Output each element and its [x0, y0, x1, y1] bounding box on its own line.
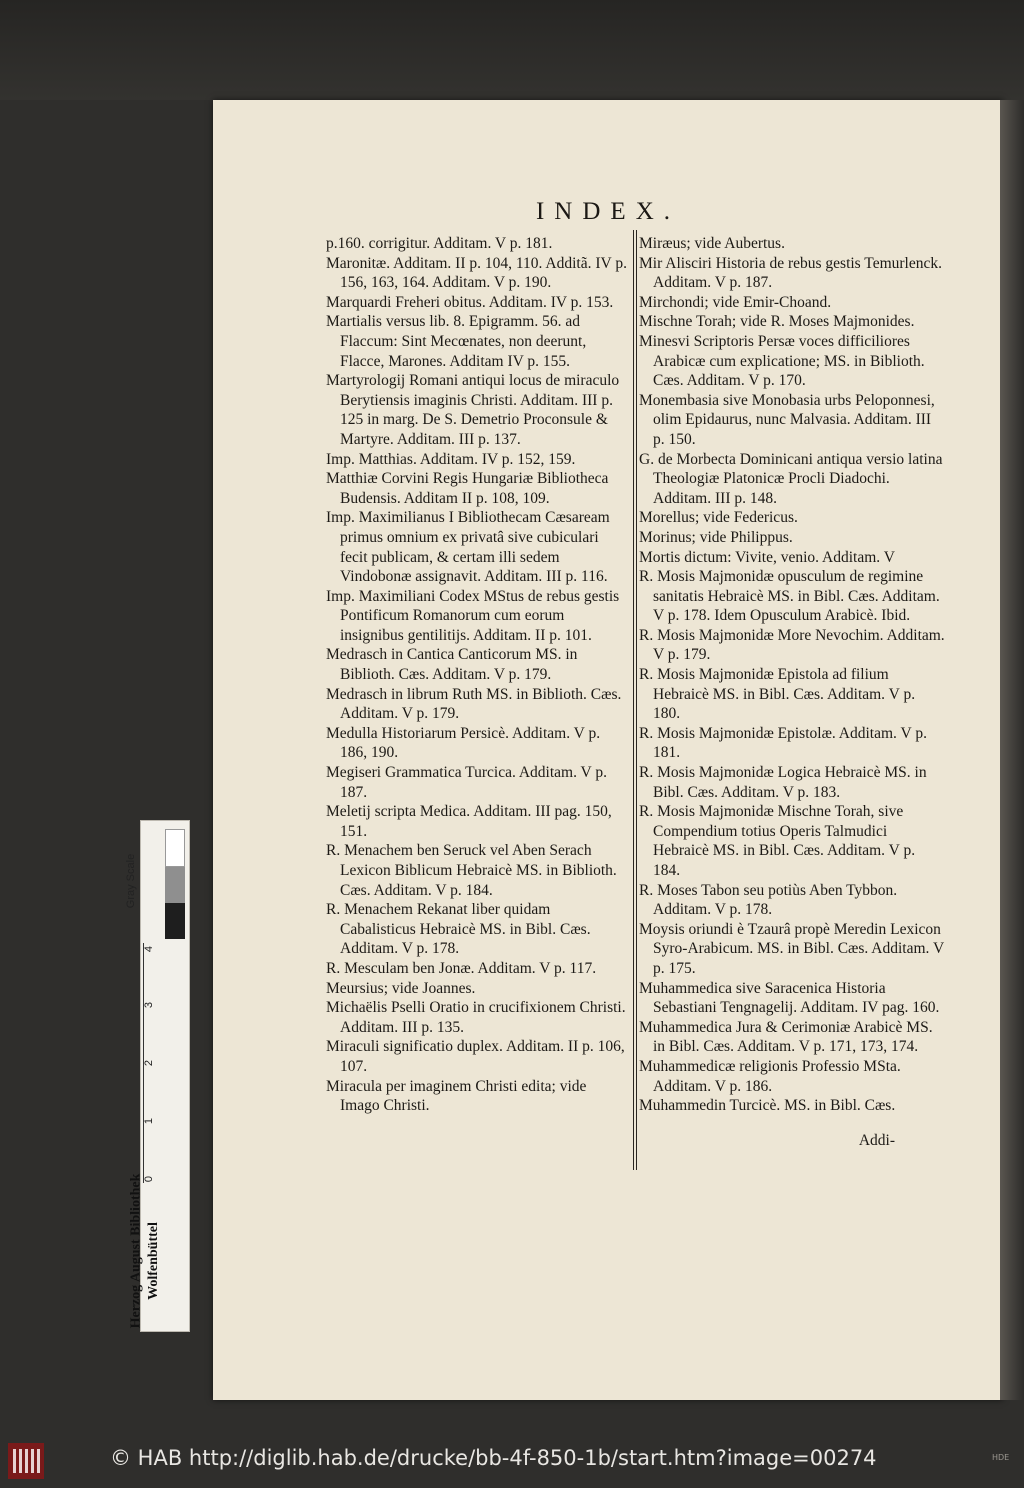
index-entry: Marquardi Freheri obitus. Additam. IV p. 153. — [326, 293, 614, 311]
gray-patch — [165, 867, 185, 903]
cm-ruler — [143, 943, 186, 1183]
index-entry: R. Moses Tabon seu potiùs Aben Tybbon. Additam. V p. 178. — [639, 881, 898, 919]
index-entry: Muhammedin Turcicè. MS. in Bibl. Cæs. — [639, 1097, 896, 1115]
footer-mark: HDE — [992, 1453, 1010, 1462]
copyright-url[interactable]: © HAB http://diglib.hab.de/drucke/bb-4f-850-1b/start.htm?image=00274 — [110, 1446, 877, 1470]
index-entry: Meletij scripta Medica. Additam. III pag. 150, 151. — [326, 803, 612, 840]
library-label — [128, 1173, 189, 1329]
index-entry: Imp. Maximilianus I Bibliothecam Cæsaream primus omnium ex privatâ sive cubiculari fecit publicam, & certam illi sedem Vindobonæ assignavit. Additam. III p. 116. — [326, 509, 610, 586]
footer-bar — [0, 1435, 1024, 1488]
index-entry: R. Mosis Majmonidæ Epistolæ. Additam. V p. 181. — [639, 724, 927, 762]
index-entry: Medrasch in Cantica Canticorum MS. in Biblioth. Cæs. Additam. V p. 179. — [326, 646, 578, 684]
index-entry: Mirchondi; vide Emir-Choand. — [639, 293, 832, 311]
index-entry: Miraculi significatio duplex. Additam. II p. 106, 107. — [326, 1038, 625, 1075]
library-name: Herzog August Bibliothek — [128, 1173, 144, 1329]
catchword: Addi- — [858, 1132, 895, 1150]
index-entry: Minesvi Scriptoris Persæ voces difficiliores Arabicæ cum explicatione; MS. in Biblioth. Cæs. Additam. V p. 170. — [639, 332, 925, 390]
hab-logo-icon — [8, 1443, 44, 1479]
index-entry: Medrasch in librum Ruth MS. in Biblioth. Cæs. Additam. V p. 179. — [326, 685, 622, 723]
index-entry: Imp. Maximiliani Codex MStus de rebus gestis Pontificum Romanorum cum eorum insignibus gentilitijs. Additam. II p. 101. — [326, 587, 620, 644]
index-entry: R. Mosis Majmonidæ More Nevochim. Additam. V p. 179. — [639, 626, 945, 664]
index-entry: Michaëlis Pselli Oratio in crucifixionem Christi. Additam. III p. 135. — [326, 999, 626, 1036]
index-entry: Miracula per imaginem Christi edita; vide Imago Christi. — [326, 1077, 587, 1115]
index-entry: Megiseri Grammatica Turcica. Additam. V p. 187. — [326, 764, 607, 801]
index-entry: R. Mosis Majmonidæ Mischne Torah, sive Compendium totius Operis Talmudici Hebraicè MS. in Bibl. Cæs. Additam. V p. 184. — [639, 803, 916, 879]
index-entry: Monembasia sive Monobasia urbs Peloponnesi, olim Epidaurus, nunc Malvasia. Additam. III p. 150. — [639, 391, 935, 448]
index-entry: p.160. corrigitur. Additam. V p. 181. — [326, 235, 553, 252]
index-entry: G. de Morbecta Dominicani antiqua versio latina Theologiæ Platonicæ Procli Diadochi. Additam. III p. 148. — [639, 450, 943, 507]
index-entry: Mir Alisciri Historia de rebus gestis Temurlenck. Additam. V p. 187. — [639, 254, 942, 292]
gray-scale-label: Gray Scale — [125, 853, 138, 909]
ruler-number: 0 — [143, 1175, 156, 1183]
book-page — [213, 100, 1003, 1400]
index-entry: R. Menachem ben Seruck vel Aben Serach Lexicon Biblicum Hebraicè MS. in Biblioth. Cæs. Additam. V p. 184. — [326, 842, 617, 899]
library-city: Wolfenbüttel — [145, 1222, 161, 1300]
white-patch — [165, 829, 185, 867]
scan-background — [0, 0, 1024, 100]
index-entry: R. Mesculam ben Jonæ. Additam. V p. 117. — [326, 959, 597, 977]
ruler-number: 2 — [143, 1059, 156, 1067]
gray-scale-card — [125, 820, 190, 1332]
index-entry: Morinus; vide Philippus. — [639, 528, 793, 546]
index-entry: Medulla Historiarum Persicè. Additam. V p. 186, 190. — [326, 724, 601, 762]
column-divider — [636, 230, 637, 1170]
black-patch — [165, 903, 185, 939]
index-entry: Meursius; vide Joannes. — [326, 979, 476, 997]
index-entry: Morellus; vide Federicus. — [639, 509, 798, 527]
index-column-left — [326, 234, 629, 1116]
index-entry: Martialis versus lib. 8. Epigramm. 56. ad Flaccum: Sint Mecœnates, non deerunt, Flacce, Marones. Additam IV p. 155. — [326, 313, 587, 370]
ruler-number: 4 — [143, 945, 156, 953]
index-entry: R. Mosis Majmonidæ opusculum de regimine sanitatis Hebraicè MS. in Bibl. Cæs. Additam. V p. 178. Idem Opusculum Arabicè. Ibid. — [639, 568, 940, 625]
index-entry: Martyrologij Romani antiqui locus de miraculo Berytiensis imaginis Christi. Additam. III p. 125 in marg. De S. Demetrio Proconsule & Martyre. Additam. III p. 137. — [326, 372, 620, 448]
index-entry: R. Mosis Majmonidæ Logica Hebraicè MS. in Bibl. Cæs. Additam. V p. 183. — [639, 764, 927, 801]
index-entry: Muhammedica sive Saracenica Historia Sebastiani Tengnagelij. Additam. IV pag. 160. — [639, 979, 940, 1017]
index-column-right — [639, 234, 945, 1166]
column-divider — [633, 230, 634, 1170]
ruler-number: 3 — [143, 1001, 156, 1009]
index-entry: Muhammedicæ religionis Professio MSta. Additam. V p. 186. — [639, 1057, 901, 1095]
index-entry: R. Mosis Majmonidæ Epistola ad filium Hebraicè MS. in Bibl. Cæs. Additam. V p. 180. — [639, 666, 916, 723]
index-entry: Mortis dictum: Vivite, venio. Additam. V — [639, 548, 895, 566]
index-entry: Muhammedica Jura & Cerimoniæ Arabicè MS. in Bibl. Cæs. Additam. V p. 171, 173, 174. — [639, 1018, 933, 1056]
page-edge-shadow — [1000, 100, 1024, 1400]
index-entry: Moysis oriundi è Tzaurâ propè Meredin Lexicon Syro-Arabicum. MS. in Bibl. Cæs. Additam. V p. 175. — [639, 920, 944, 977]
index-entry: R. Menachem Rekanat liber quidam Cabalisticus Hebraicè MS. in Bibl. Cæs. Additam. V p. 178. — [326, 901, 591, 958]
index-entry: Matthiæ Corvini Regis Hungariæ Bibliotheca Budensis. Additam II p. 108, 109. — [326, 470, 609, 507]
index-entry: Mischne Torah; vide R. Moses Majmonides. — [639, 313, 915, 331]
gray-scale-patches — [165, 829, 185, 939]
page-title: INDEX. — [535, 198, 680, 225]
index-entry: Miræus; vide Aubertus. — [639, 235, 785, 252]
index-entry: Maronitæ. Additam. II p. 104, 110. Additã. IV p. 156, 163, 164. Additam. V p. 190. — [326, 254, 627, 292]
ruler-number: 1 — [143, 1117, 156, 1125]
index-entry: Imp. Matthias. Additam. IV p. 152, 159. — [326, 450, 576, 468]
